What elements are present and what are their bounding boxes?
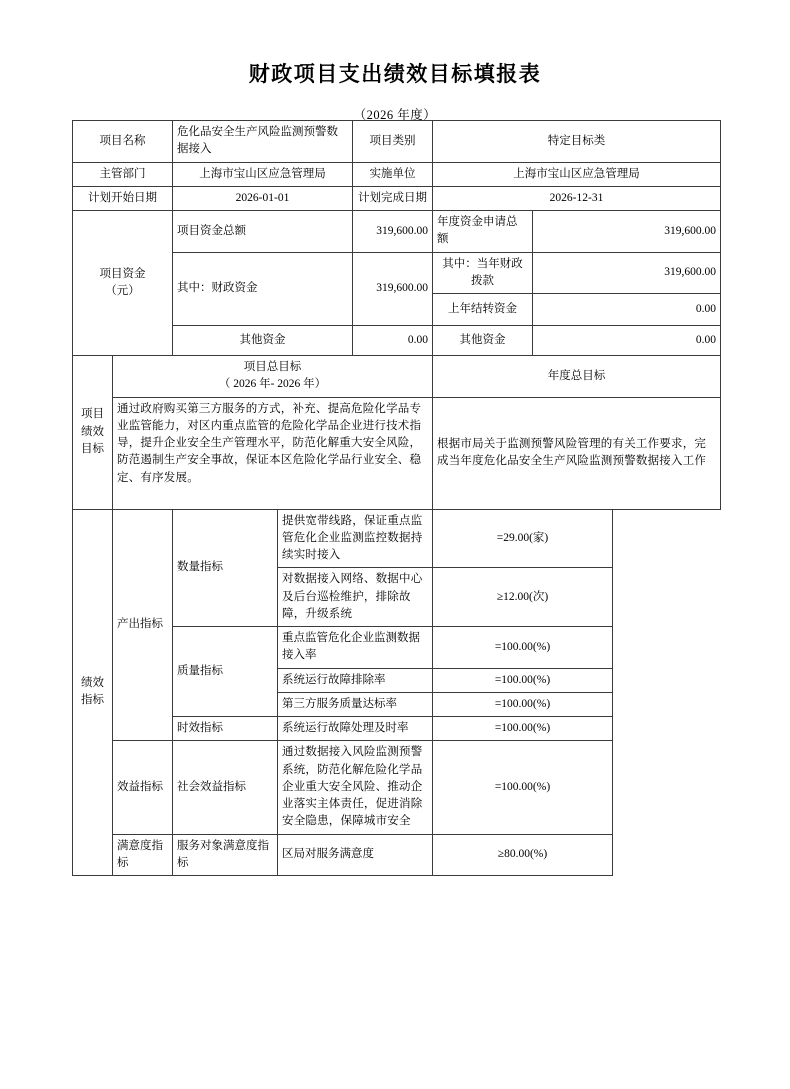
start-date-value: 2026-01-01 <box>173 186 353 210</box>
dept-value: 上海市宝山区应急管理局 <box>173 162 353 186</box>
annual-apply-value: 319,600.00 <box>533 211 721 253</box>
indicator-description: 通过数据接入风险监测预警系统，防范化解危险化学品企业重大安全风险、推动企业落实主体责任，促进消除安全隐患，保障城市安全 <box>278 741 433 834</box>
end-date-value: 2026-12-31 <box>433 186 721 210</box>
timeliness-indicator-label: 时效指标 <box>173 717 278 741</box>
funding-total-label: 项目资金总额 <box>173 211 353 253</box>
funding-section-label-line1: 项目资金 <box>99 267 146 280</box>
annual-goal-text: 根据市局关于监测预警风险管理的有关工作要求，完成当年度危化品安全生产风险监测预警数据接入工作 <box>433 397 721 509</box>
unit-value: 上海市宝山区应急管理局 <box>433 162 721 186</box>
table-row <box>73 509 721 568</box>
indicators-section-label-line1: 绩效 <box>81 677 104 689</box>
unit-label: 实施单位 <box>353 162 433 186</box>
fiscal-funds-label: 其中：财政资金 <box>173 252 353 326</box>
indicator-description: 系统运行故障排除率 <box>278 668 433 692</box>
start-date-label: 计划开始日期 <box>73 186 173 210</box>
funding-section-label-line2: （元） <box>105 285 140 297</box>
goals-section-label <box>73 356 113 510</box>
other-funds-right-label: 其他资金 <box>433 326 533 356</box>
project-name-label: 项目名称 <box>73 121 173 163</box>
satisfaction-indicator-label: 满意度指标 <box>113 834 173 876</box>
goals-section-label-line1: 项目 <box>81 408 104 421</box>
indicator-description: 系统运行故障处理及时率 <box>278 717 433 741</box>
page-title: 财政项目支出绩效目标填报表 <box>248 62 542 86</box>
carryover-label: 上年结转资金 <box>433 294 533 326</box>
current-year-appropriation-value: 319,600.00 <box>533 252 721 294</box>
indicator-value: =100.00(%) <box>433 668 613 692</box>
current-year-appropriation-label: 其中：当年财政拨款 <box>433 252 533 294</box>
indicator-value: =100.00(%) <box>433 627 613 669</box>
page-subtitle: （2026 年度） <box>353 108 437 123</box>
performance-goal-form <box>72 120 720 876</box>
dept-label: 主管部门 <box>73 162 173 186</box>
other-funds-left-label: 其他资金 <box>173 326 353 356</box>
table-row <box>73 162 721 186</box>
project-category-label: 项目类别 <box>353 121 433 163</box>
indicator-value: =29.00(家) <box>433 509 613 568</box>
indicators-section-label <box>73 509 113 876</box>
quality-indicator-label: 质量指标 <box>173 627 278 717</box>
table-row <box>73 741 721 834</box>
total-goal-header-line1: 项目总目标 <box>243 361 302 373</box>
table-row <box>73 186 721 210</box>
indicator-description: 区局对服务满意度 <box>278 834 433 876</box>
table-row <box>73 834 721 876</box>
indicator-value: =100.00(%) <box>433 717 613 741</box>
project-category-value: 特定目标类 <box>433 121 721 163</box>
indicator-value: ≥12.00(次) <box>433 568 613 627</box>
other-funds-left-value: 0.00 <box>353 326 433 356</box>
benefit-indicator-label: 效益指标 <box>113 741 173 834</box>
goals-section-label-line3: 目标 <box>81 442 104 455</box>
other-funds-right-value: 0.00 <box>533 326 721 356</box>
table-row <box>73 356 721 398</box>
indicator-description: 对数据接入网络、数据中心及后台巡检维护，排除故障，升级系统 <box>278 568 433 627</box>
annual-goal-header: 年度总目标 <box>433 356 721 398</box>
table-row <box>73 121 721 163</box>
output-indicator-label: 产出指标 <box>113 509 173 741</box>
indicators-section-label-line2: 指标 <box>81 694 104 707</box>
form-table <box>72 120 721 876</box>
fiscal-funds-value: 319,600.00 <box>353 252 433 326</box>
carryover-value: 0.00 <box>533 294 721 326</box>
funding-total-value: 319,600.00 <box>353 211 433 253</box>
table-row <box>73 211 721 253</box>
indicator-value: =100.00(%) <box>433 692 613 716</box>
total-goal-header <box>113 356 433 398</box>
service-satisfaction-indicator-label: 服务对象满意度指标 <box>173 834 278 876</box>
indicator-description: 重点监管危化企业监测数据接入率 <box>278 627 433 669</box>
social-benefit-indicator-label: 社会效益指标 <box>173 741 278 834</box>
indicator-description: 提供宽带线路，保证重点监管危化企业监测监控数据持续实时接入 <box>278 509 433 568</box>
indicator-value: ≥80.00(%) <box>433 834 613 876</box>
indicator-description: 第三方服务质量达标率 <box>278 692 433 716</box>
quantity-indicator-label: 数量指标 <box>173 509 278 627</box>
end-date-label: 计划完成日期 <box>353 186 433 210</box>
indicator-value: =100.00(%) <box>433 741 613 834</box>
funding-section-label <box>73 211 173 356</box>
table-row <box>73 397 721 509</box>
total-goal-text: 通过政府购买第三方服务的方式，补充、提高危险化学品专业监管能力，对区内重点监管的危险化学品企业进行技术指导，提升企业安全生产管理水平，防范化解重大安全风险，防范遏制生产安全事故，保证本区危险化学品行业安全、稳定、有序发展。 <box>113 397 433 509</box>
goals-section-label-line2: 绩效 <box>81 425 104 438</box>
annual-apply-label: 年度资金申请总额 <box>433 211 533 253</box>
total-goal-header-line2: （ 2026 年- 2026 年） <box>218 378 327 391</box>
project-name-value: 危化品安全生产风险监测预警数据接入 <box>173 121 353 163</box>
